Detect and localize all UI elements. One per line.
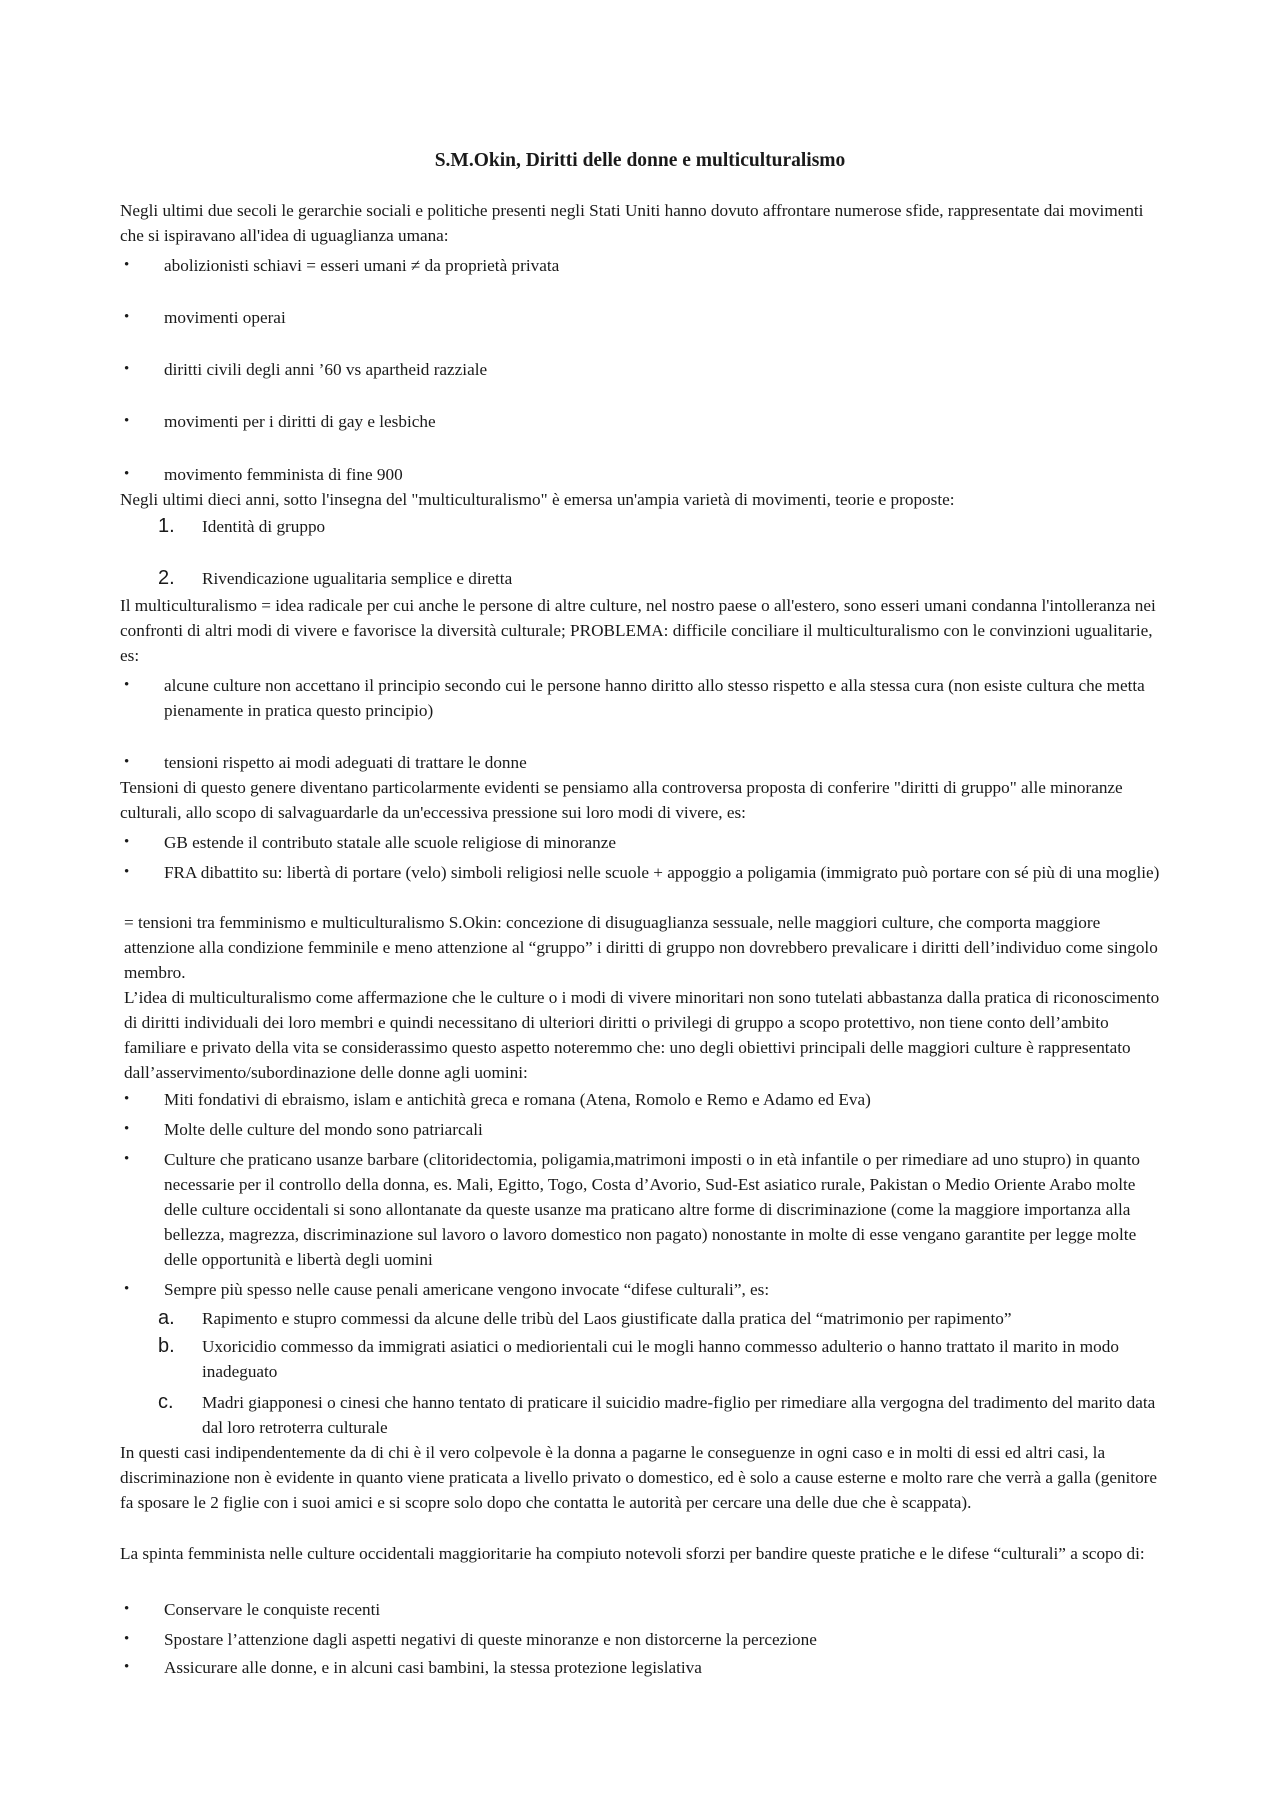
bullet-icon: • [124,1659,130,1675]
item-text: Identità di gruppo [202,517,326,536]
bullet-icon: • [124,1281,130,1297]
list-item-text: Assicurare alle donne, e in alcuni casi bambini, la stessa protezione legislativa [164,1658,702,1677]
bullet-icon: • [124,361,130,377]
item-text: Rivendicazione ugualitaria semplice e diretta [202,569,513,588]
bullet-icon: • [124,413,130,429]
bullet-icon: • [124,466,130,482]
item-number: 2. [158,567,175,589]
item-letter: a. [158,1307,175,1329]
bullet-icon: • [124,309,130,325]
list-item-text: Conservare le conquiste recenti [164,1600,381,1619]
list-item-text: Miti fondativi di ebraismo, islam e antichità greca e romana (Atena, Romolo e Remo e Adamo ed Eva) [164,1090,871,1109]
paragraph-spinta-femminista: La spinta femminista nelle culture occidentali maggioritarie ha compiuto notevoli sforzi per bandire queste pratiche e le difese “culturali” a scopo di: [120,1544,1145,1563]
bullet-icon: • [124,257,130,273]
list-item-text: alcune culture non accettano il principio secondo cui le persone hanno diritto allo stesso rispetto e alla stessa cura (non esiste cultura che metta pienamente in pratica questo principio) [164,676,1145,720]
bullet-icon: • [124,1631,130,1647]
list-item-text: Sempre più spesso nelle cause penali americane vengono invocate “difese culturali”, es: [164,1280,770,1299]
bullet-icon: • [124,677,130,693]
paragraph-okin: = tensioni tra femminismo e multiculturalismo S.Okin: concezione di disuguaglianza sessuale, nelle maggiori culture, che comporta maggiore attenzione alla condizione femminile e meno attenzione al “gruppo” i diritti di gruppo non dovrebbero prevalicare i diritti dell’individuo come singolo membro. [124,913,1158,982]
paragraph-tensioni: Tensioni di questo genere diventano particolarmente evidenti se pensiamo alla controversa proposta di conferire "diritti di gruppo" alle minoranze culturali, allo scopo di salvaguardarle da un'eccessiva pressione sui loro modi di vivere, es: [120,778,1123,822]
list-item-text: abolizionisti schiavi = esseri umani ≠ da proprietà privata [164,256,560,275]
paragraph-definition: Il multiculturalismo = idea radicale per cui anche le persone di altre culture, nel nostro paese o all'estero, sono esseri umani condanna l'intolleranza nei confronti di altri modi di vivere e favorisce la diversità culturale; PROBLEMA: difficile conciliare il multiculturalismo con le convinzioni ugualitarie, es: [120,596,1156,665]
list-item-text: Culture che praticano usanze barbare (clitoridectomia, poligamia,matrimoni imposti o in età infantile o per rimediare ad uno stupro) in quanto necessarie per il controllo della donna, es. Mali, Egitto, Togo, Costa d’Avorio, Sud-Est asiatico rurale, Pakistan o Medio Oriente Arabo molte delle culture occidentali si sono allontanate da queste usanze ma praticano altre forme di discriminazione (come la maggiore importanza alla bellezza, magrezza, discriminazione sul lavoro o lavoro domestico non pagato) nonostante in molte di esse vengano garantite per legge molte delle opportunità e libertà degli uomini [164,1150,1141,1269]
item-text: Rapimento e stupro commessi da alcune delle tribù del Laos giustificate dalla pratica del “matrimonio per rapimento” [202,1309,1012,1328]
item-text: Uxoricidio commesso da immigrati asiatici o mediorientali cui le mogli hanno commesso adulterio o hanno trattato il marito in modo inadeguato [202,1337,1119,1381]
list-item-text: movimenti operai [164,308,286,327]
paragraph-idea: L’idea di multiculturalismo come affermazione che le culture o i modi di vivere minoritari non sono tutelati abbastanza dalla pratica di riconoscimento di diritti individuali dei loro membri e quindi necessitano di ulteriori diritti o privilegi di gruppo a scopo protettivo, non tiene conto dell’ambito familiare e privato della vita se considerassimo questo aspetto noteremmo che: uno degli obiettivi principali delle maggiori culture è rappresentato dall’asservimento/subordinazione delle donne agli uomini: [124,988,1160,1082]
list-item-text: Spostare l’attenzione dagli aspetti negativi di queste minoranze e non distorcerne la percezione [164,1630,817,1649]
item-letter: b. [158,1335,175,1357]
document-title: S.M.Okin, Diritti delle donne e multiculturalismo [434,150,846,171]
item-number: 1. [158,515,175,537]
bullet-icon: • [124,1601,130,1617]
list-item-text: GB estende il contributo statale alle scuole religiose di minoranze [164,833,616,852]
paragraph-multiculturalismo-intro: Negli ultimi dieci anni, sotto l'insegna del "multiculturalismo" è emersa un'ampia varietà di movimenti, teorie e proposte: [120,490,955,509]
item-letter: c. [158,1391,174,1413]
bullet-icon: • [124,1121,130,1137]
paragraph-casi: In questi casi indipendentemente da di chi è il vero colpevole è la donna a pagarne le conseguenze in ogni caso e in molti di essi ed altri casi, la discriminazione non è evidente in quanto viene praticata a livello privato o domestico, ed è solo a cause esterne e molto rare che verrà a galla (genitore fa sposare le 2 figlie con i suoi amici e si scopre solo dopo che contatta le autorità per cercare una delle due che è scappata). [120,1443,1158,1512]
bullet-icon: • [124,1151,130,1167]
bullet-icon: • [124,834,130,850]
list-item-text: diritti civili degli anni ’60 vs apartheid razziale [164,360,488,379]
list-item-text: movimento femminista di fine 900 [164,465,403,484]
list-item-text: movimenti per i diritti di gay e lesbiche [164,412,436,431]
paragraph-intro: Negli ultimi due secoli le gerarchie sociali e politiche presenti negli Stati Uniti hanno dovuto affrontare numerose sfide, rappresentate dai movimenti che si ispiravano all'idea di uguaglianza umana: [120,201,1144,245]
bullet-icon: • [124,1091,130,1107]
item-text: Madri giapponesi o cinesi che hanno tentato di praticare il suicidio madre-figlio per rimediare alla vergogna del tradimento del marito data dal loro retroterra culturale [202,1393,1156,1437]
list-item-text: Molte delle culture del mondo sono patriarcali [164,1120,483,1139]
list-item-text: tensioni rispetto ai modi adeguati di trattare le donne [164,753,527,772]
bullet-icon: • [124,864,130,880]
list-item-text: FRA dibattito su: libertà di portare (velo) simboli religiosi nelle scuole + appoggio a poligamia (immigrato può portare con sé più di una moglie) [164,863,1160,882]
bullet-icon: • [124,754,130,770]
